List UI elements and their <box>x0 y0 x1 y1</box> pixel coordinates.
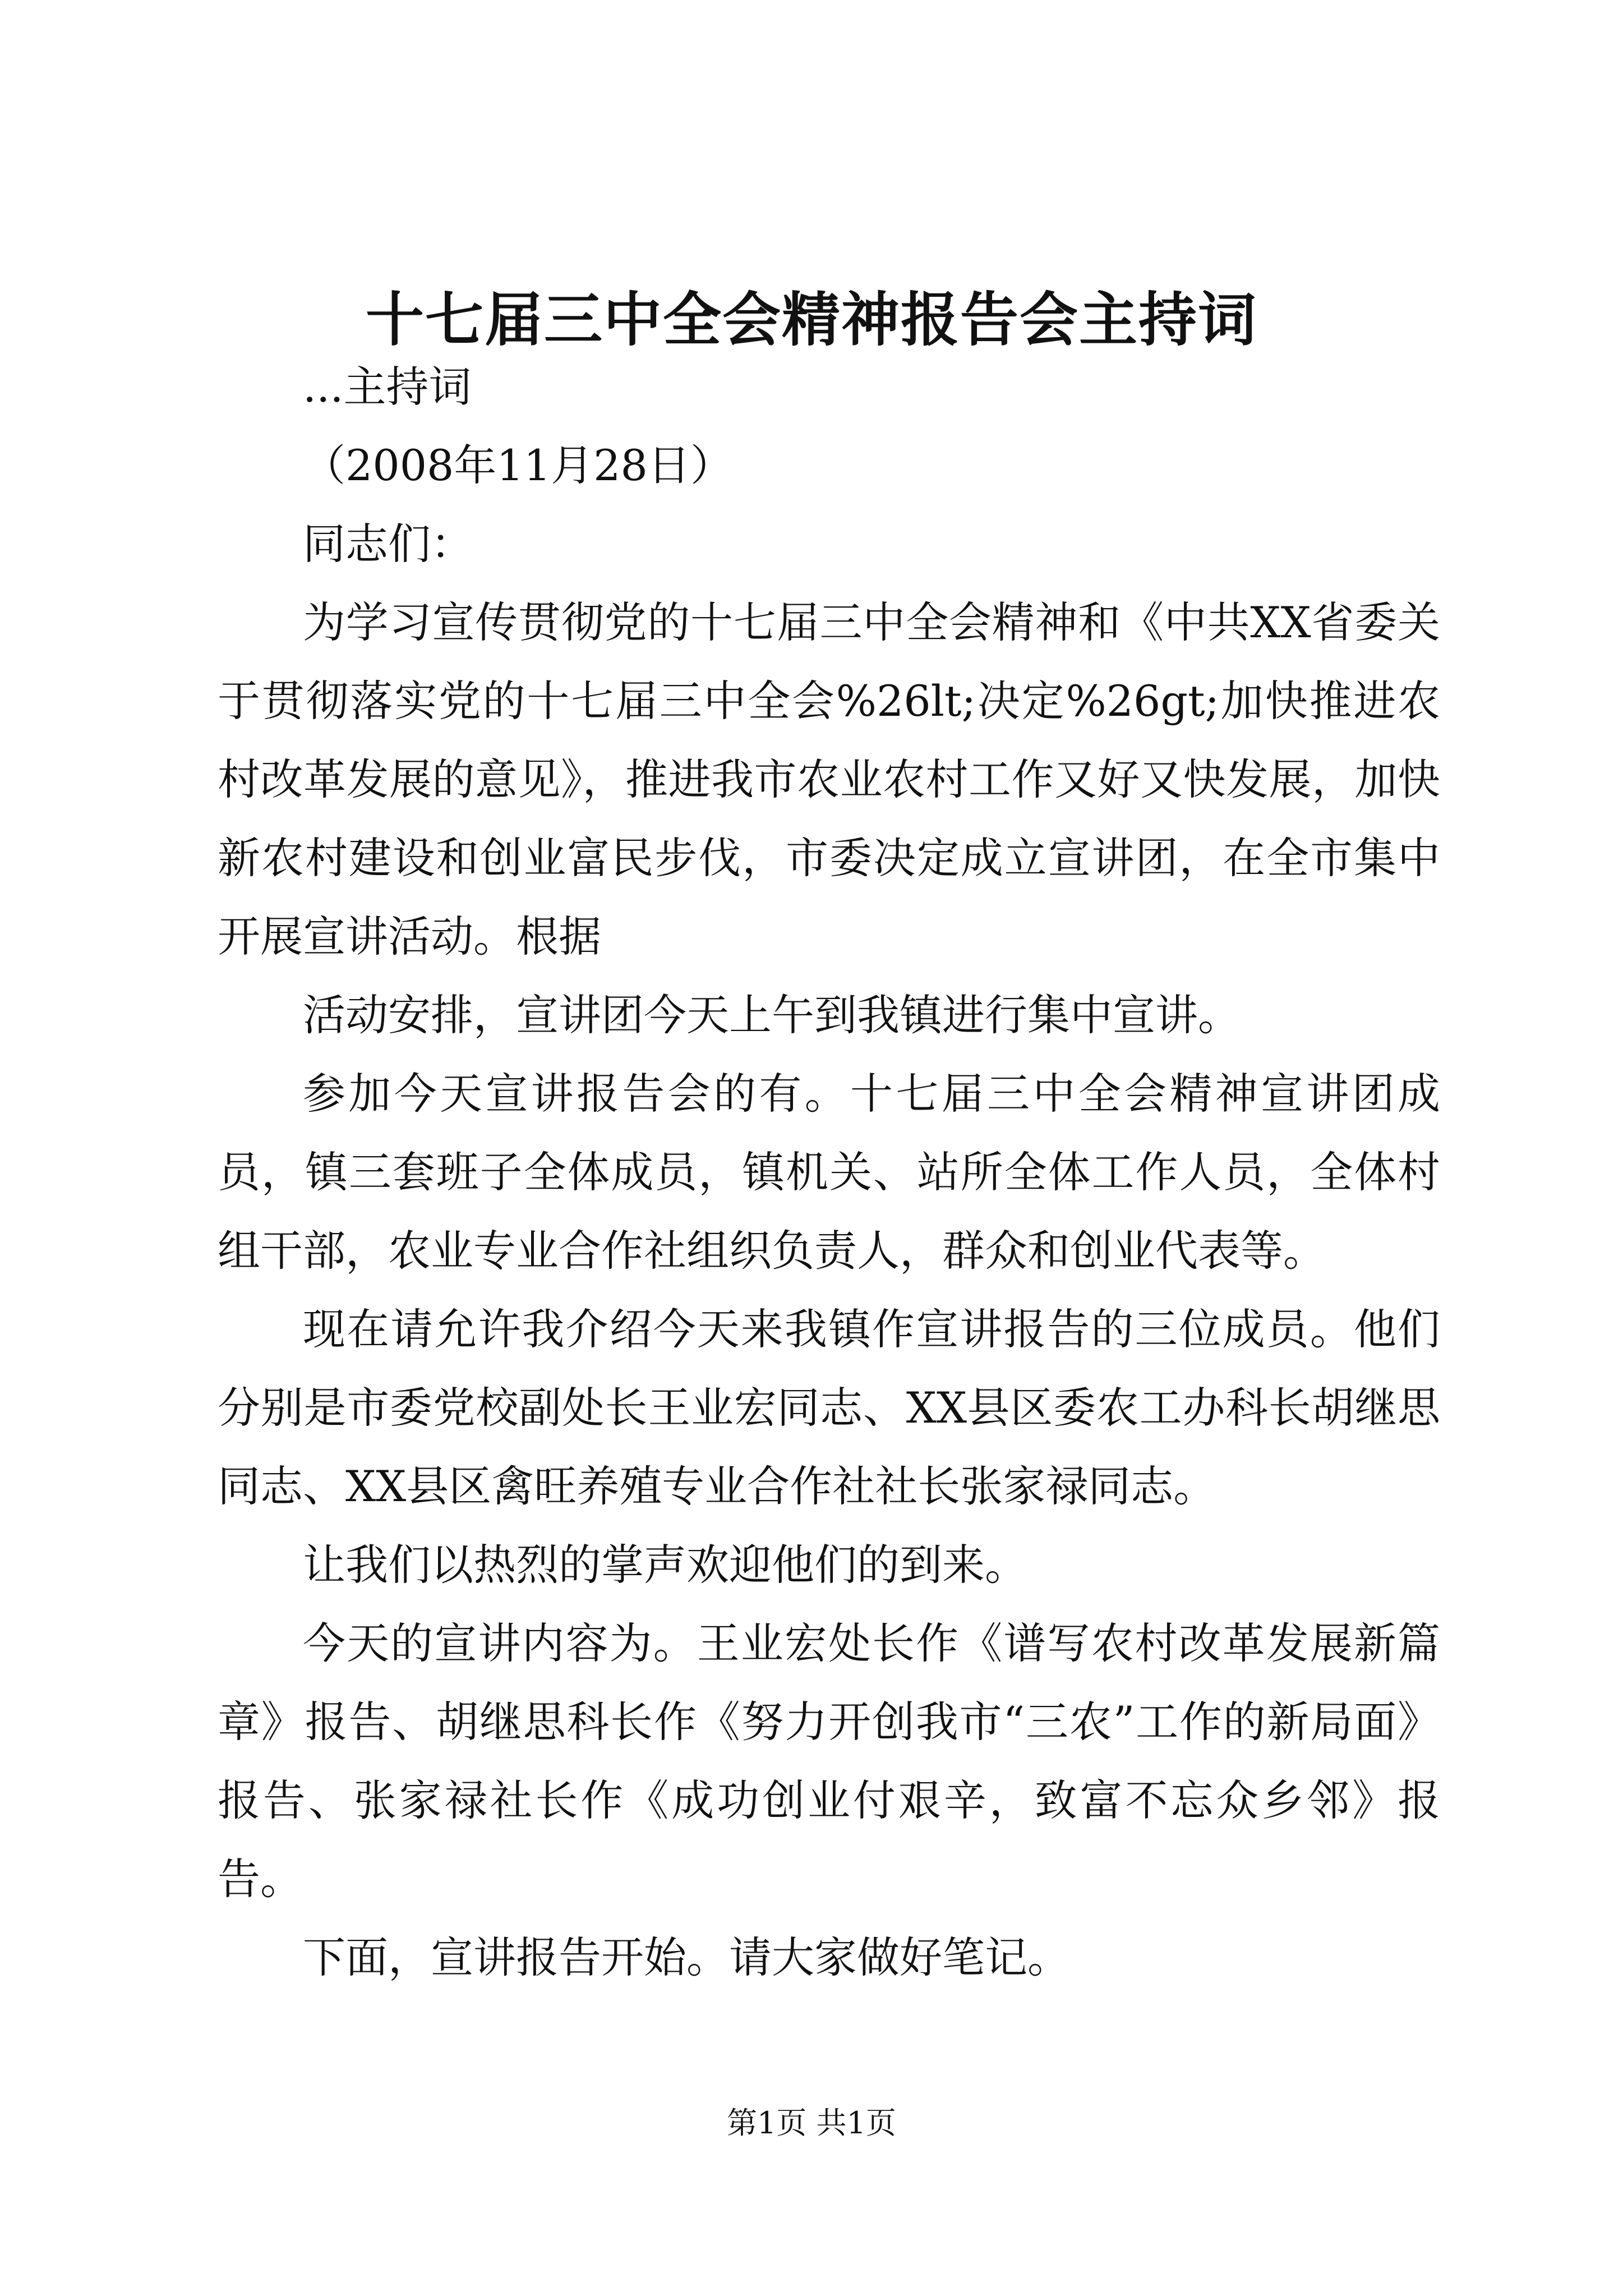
paragraph-salutation: 同志们： <box>303 519 473 569</box>
paragraph-welcome: 让我们以热烈的掌声欢迎他们的到来。 <box>303 1540 1027 1590</box>
page-footer: 第1页 共1页 <box>727 2105 896 2141</box>
document-body <box>218 348 1440 1997</box>
paragraph-attendees: 参加今天宣讲报告会的有。十七届三中全会精神宣讲团成员，镇三套班子全体成员，镇机关、站所全体工作人员，全体村组干部，农业专业合作社组织负责人，群众和创业代表等。 <box>218 1069 1440 1276</box>
document-title: 十七届三中全会精神报告会主持词 <box>365 285 1257 354</box>
paragraph-heading: ...主持词 <box>303 362 472 412</box>
paragraph-date: （2008年11月28日） <box>303 440 733 490</box>
paragraph-closing: 下面，宣讲报告开始。请大家做好笔记。 <box>303 1932 1070 1982</box>
paragraph-content: 今天的宣讲内容为。王业宏处长作《谱写农村改革发展新篇章》报告、胡继思科长作《努力开创我市“三农”工作的新局面》报告、张家禄社长作《成功创业付艰辛，致富不忘众乡邻》报告。 <box>218 1618 1440 1904</box>
paragraph-speakers: 现在请允许我介绍今天来我镇作宣讲报告的三位成员。他们分别是市委党校副处长王业宏同志、XX县区委农工办科长胡继思同志、XX县区禽旺养殖专业合作社社长张家禄同志。 <box>218 1304 1440 1511</box>
paragraph-purpose: 为学习宣传贯彻党的十七届三中全会精神和《中共XX省委关于贯彻落实党的十七届三中全会%26lt;决定%26gt;加快推进农村改革发展的意见》，推进我市农业农村工作又好又快发展，加快新农村建设和创业富民步伐，市委决定成立宣讲团，在全市集中开展宣讲活动。根据 <box>218 597 1440 961</box>
paragraph-arrangement: 活动安排，宣讲团今天上午到我镇进行集中宣讲。 <box>303 990 1241 1040</box>
